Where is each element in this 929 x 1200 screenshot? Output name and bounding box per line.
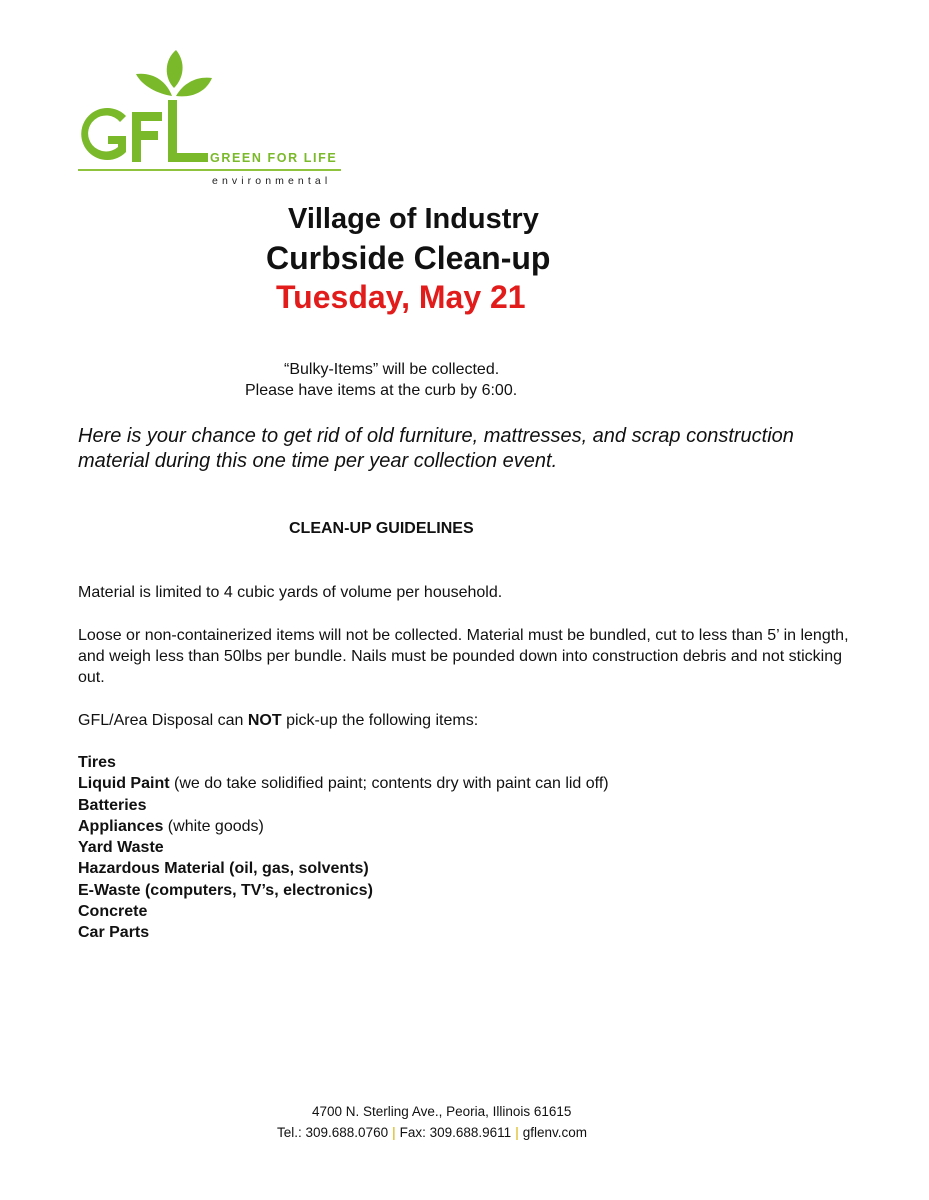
- footer-tel: Tel.: 309.688.0760: [277, 1125, 389, 1140]
- item-name: Concrete: [78, 903, 148, 921]
- item-name: Batteries: [78, 796, 147, 814]
- exclusions-intro: [78, 710, 858, 731]
- item-name: Appliances: [78, 817, 164, 835]
- excluded-items-list: [78, 752, 609, 944]
- event-date: Tuesday, May 21: [276, 279, 526, 315]
- footer-separator: |: [515, 1125, 519, 1140]
- footer-website[interactable]: gflenv.com: [522, 1125, 587, 1140]
- bundling-paragraph: Loose or non-containerized items will not be collected. Material must be bundled, cut to less than 5’ in length, and weigh less than 50lbs per bundle. Nails must be pounded down into construction debris and not sticking out.: [78, 627, 849, 686]
- list-item: [78, 752, 609, 773]
- volume-limit-paragraph: Material is limited to 4 cubic yards of volume per household.: [78, 584, 503, 601]
- footer-address: 4700 N. Sterling Ave., Peoria, Illinois 61615: [312, 1104, 572, 1119]
- list-item: [78, 816, 609, 837]
- logo-tagline: GREEN FOR LIFE: [210, 151, 338, 165]
- item-name: E-Waste (computers, TV’s, electronics): [78, 881, 373, 899]
- list-item: [78, 837, 609, 858]
- logo-subline: environmental: [212, 175, 332, 187]
- list-item: [78, 795, 609, 816]
- title-line-1: Village of Industry: [288, 203, 539, 235]
- item-note: (we do take solidified paint; contents dry with paint can lid off): [169, 775, 609, 793]
- footer-contact: [277, 1125, 587, 1140]
- item-name: Yard Waste: [78, 839, 164, 857]
- item-name: Liquid Paint: [78, 775, 170, 793]
- list-item: [78, 858, 609, 879]
- item-name: Car Parts: [78, 924, 150, 942]
- exclusions-intro-pre: GFL/Area Disposal can: [78, 712, 248, 729]
- exclusions-intro-bold: NOT: [247, 712, 282, 729]
- title-line-2: Curbside Clean-up: [266, 240, 551, 276]
- item-name: Hazardous Material (oil, gas, solvents): [78, 860, 369, 878]
- list-item: [78, 901, 609, 922]
- intro-text: Here is your chance to get rid of old furniture, mattresses, and scrap construction material during this one time per year collection event.: [78, 425, 794, 472]
- list-item: [78, 773, 609, 794]
- gfl-leaf-logo-icon: [78, 48, 218, 168]
- list-item: [78, 880, 609, 901]
- footer-fax: Fax: 309.688.9611: [399, 1125, 512, 1140]
- exclusions-intro-post: pick-up the following items:: [281, 712, 479, 729]
- guidelines-heading: CLEAN-UP GUIDELINES: [289, 520, 474, 537]
- notice-line-1: “Bulky-Items” will be collected.: [284, 361, 500, 378]
- list-item: [78, 922, 609, 943]
- item-note: (white goods): [163, 817, 264, 835]
- gfl-logo: [78, 48, 348, 188]
- logo-divider: [78, 169, 341, 171]
- item-name: Tires: [78, 754, 116, 771]
- notice-line-2: Please have items at the curb by 6:00.: [245, 382, 518, 399]
- footer-separator: |: [392, 1125, 396, 1140]
